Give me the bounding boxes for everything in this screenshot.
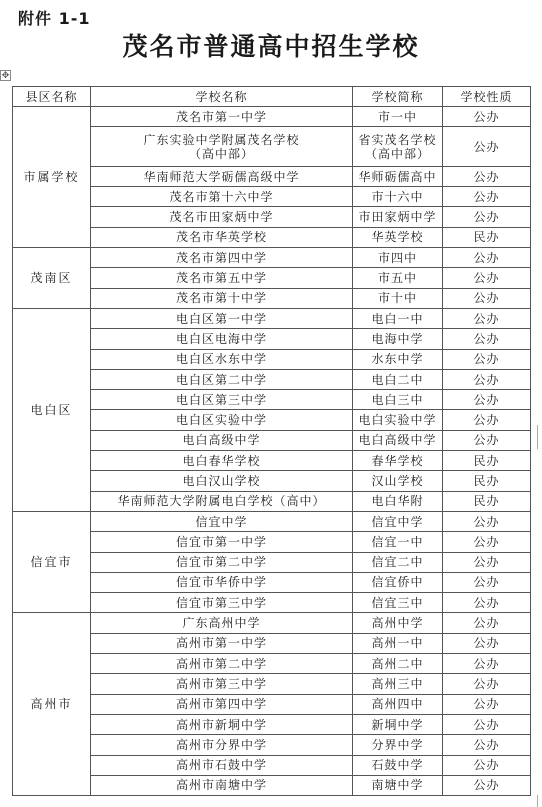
table-row — [13, 166, 531, 186]
table-body — [13, 107, 531, 796]
school-type-cell: 公办 — [443, 633, 531, 653]
table-row — [13, 451, 531, 471]
school-name-cell: 茂名市第十六中学 — [91, 187, 353, 207]
page-title: 茂名市普通高中招生学校 — [122, 32, 420, 61]
school-type-cell: 公办 — [443, 532, 531, 552]
table-row — [13, 390, 531, 410]
table-row — [13, 471, 531, 491]
school-name-cell: 电白春华学校 — [91, 451, 353, 471]
school-name-cell: 茂名市第十中学 — [91, 288, 353, 308]
school-name-cell: 高州市石鼓中学 — [91, 755, 353, 775]
school-type-cell: 公办 — [443, 735, 531, 755]
school-type-cell: 公办 — [443, 329, 531, 349]
short-name-cell: 高州中学 — [353, 613, 443, 633]
school-type-cell: 民办 — [443, 227, 531, 247]
district-cell: 电白区 — [13, 308, 91, 511]
short-name-cell: 信宜一中 — [353, 532, 443, 552]
page-edge-marker — [537, 425, 542, 449]
header-school-name: 学校名称 — [91, 87, 353, 107]
school-type-cell: 公办 — [443, 694, 531, 714]
school-type-cell: 公办 — [443, 107, 531, 127]
schools-table — [12, 86, 531, 796]
table-row — [13, 268, 531, 288]
short-name-cell: 市十中 — [353, 288, 443, 308]
school-name-cell: 电白汉山学校 — [91, 471, 353, 491]
table-row — [13, 349, 531, 369]
table-row — [13, 308, 531, 328]
short-name-cell: 电白一中 — [353, 308, 443, 328]
school-name-cell: 高州市第四中学 — [91, 694, 353, 714]
short-name-cell: 高州一中 — [353, 633, 443, 653]
short-name-cell: 电海中学 — [353, 329, 443, 349]
school-name-cell: 茂名市华英学校 — [91, 227, 353, 247]
table-row — [13, 694, 531, 714]
short-name-cell: 信宜侨中 — [353, 572, 443, 592]
table-move-handle-icon[interactable]: ✥ — [1, 71, 10, 81]
short-name-cell: 电白三中 — [353, 390, 443, 410]
short-name-cell: 市田家炳中学 — [353, 207, 443, 227]
short-name-cell: 春华学校 — [353, 451, 443, 471]
short-name-cell: 市十六中 — [353, 187, 443, 207]
school-name-cell: 信宜市第一中学 — [91, 532, 353, 552]
header-school-type: 学校性质 — [443, 87, 531, 107]
header-district: 县区名称 — [13, 87, 91, 107]
school-type-cell: 民办 — [443, 471, 531, 491]
school-name-cell: 信宜市第二中学 — [91, 552, 353, 572]
school-type-cell: 公办 — [443, 552, 531, 572]
school-name-cell: 电白高级中学 — [91, 430, 353, 450]
school-name-cell: 华南师范大学砺儒高级中学 — [91, 166, 353, 186]
header-short-name: 学校简称 — [353, 87, 443, 107]
school-name-cell: 广东高州中学 — [91, 613, 353, 633]
table-row — [13, 593, 531, 613]
table-row — [13, 369, 531, 389]
table-row — [13, 187, 531, 207]
school-type-cell: 民办 — [443, 491, 531, 511]
attachment-label: 附件 1-1 — [18, 9, 91, 28]
school-type-cell: 民办 — [443, 451, 531, 471]
school-name-cell: 茂名市第一中学 — [91, 107, 353, 127]
school-name-cell: 茂名市田家炳中学 — [91, 207, 353, 227]
short-name-cell: 水东中学 — [353, 349, 443, 369]
table-row — [13, 532, 531, 552]
school-name-cell: 电白区第二中学 — [91, 369, 353, 389]
school-type-cell: 公办 — [443, 268, 531, 288]
table-row — [13, 410, 531, 430]
short-name-cell: 信宜中学 — [353, 511, 443, 531]
school-type-cell: 公办 — [443, 410, 531, 430]
school-name-cell: 高州市新垌中学 — [91, 714, 353, 734]
short-name-cell: 华英学校 — [353, 227, 443, 247]
school-type-cell: 公办 — [443, 349, 531, 369]
table-row — [13, 207, 531, 227]
school-name-cell: 高州市第一中学 — [91, 633, 353, 653]
school-type-cell: 公办 — [443, 593, 531, 613]
school-name-cell: 广东实验中学附属茂名学校 （高中部） — [91, 127, 353, 167]
school-type-cell: 公办 — [443, 248, 531, 268]
school-type-cell: 公办 — [443, 613, 531, 633]
school-type-cell: 公办 — [443, 308, 531, 328]
short-name-cell: 电白华附 — [353, 491, 443, 511]
table-row — [13, 430, 531, 450]
table-row — [13, 248, 531, 268]
school-name-cell: 信宜中学 — [91, 511, 353, 531]
short-name-cell: 高州四中 — [353, 694, 443, 714]
table-row — [13, 127, 531, 167]
district-cell: 茂南区 — [13, 248, 91, 309]
table-row — [13, 613, 531, 633]
school-type-cell: 公办 — [443, 166, 531, 186]
table-row — [13, 288, 531, 308]
table-row — [13, 552, 531, 572]
district-cell: 市属学校 — [13, 107, 91, 248]
school-type-cell: 公办 — [443, 775, 531, 795]
table-row — [13, 775, 531, 795]
school-name-cell: 信宜市第三中学 — [91, 593, 353, 613]
school-name-cell: 电白区第三中学 — [91, 390, 353, 410]
short-name-cell: 省实茂名学校 （高中部） — [353, 127, 443, 167]
short-name-cell: 高州三中 — [353, 674, 443, 694]
short-name-cell: 南塘中学 — [353, 775, 443, 795]
short-name-cell: 电白二中 — [353, 369, 443, 389]
school-type-cell: 公办 — [443, 674, 531, 694]
short-name-cell: 市一中 — [353, 107, 443, 127]
school-type-cell: 公办 — [443, 654, 531, 674]
short-name-cell: 信宜二中 — [353, 552, 443, 572]
school-name-cell: 高州市第二中学 — [91, 654, 353, 674]
table-row — [13, 227, 531, 247]
short-name-cell: 分界中学 — [353, 735, 443, 755]
table-row — [13, 491, 531, 511]
short-name-cell: 信宜三中 — [353, 593, 443, 613]
school-name-cell: 电白区水东中学 — [91, 349, 353, 369]
table-row — [13, 714, 531, 734]
district-cell: 信宜市 — [13, 511, 91, 612]
short-name-cell: 市五中 — [353, 268, 443, 288]
school-name-cell: 电白区第一中学 — [91, 308, 353, 328]
short-name-cell: 汉山学校 — [353, 471, 443, 491]
table-row — [13, 755, 531, 775]
school-name-cell: 高州市分界中学 — [91, 735, 353, 755]
school-name-cell: 茂名市第四中学 — [91, 248, 353, 268]
short-name-cell: 电白实验中学 — [353, 410, 443, 430]
school-type-cell: 公办 — [443, 390, 531, 410]
short-name-cell: 高州二中 — [353, 654, 443, 674]
school-type-cell: 公办 — [443, 369, 531, 389]
page-edge-marker — [537, 795, 542, 807]
table-row — [13, 735, 531, 755]
school-type-cell: 公办 — [443, 207, 531, 227]
district-cell: 高州市 — [13, 613, 91, 796]
table-row — [13, 107, 531, 127]
school-type-cell: 公办 — [443, 755, 531, 775]
table-row — [13, 654, 531, 674]
table-row — [13, 329, 531, 349]
short-name-cell: 华师砺儒高中 — [353, 166, 443, 186]
short-name-cell: 新垌中学 — [353, 714, 443, 734]
school-name-cell: 茂名市第五中学 — [91, 268, 353, 288]
table-row — [13, 674, 531, 694]
school-name-cell: 高州市第三中学 — [91, 674, 353, 694]
school-name-cell: 信宜市华侨中学 — [91, 572, 353, 592]
school-name-cell: 华南师范大学附属电白学校（高中） — [91, 491, 353, 511]
short-name-cell: 电白高级中学 — [353, 430, 443, 450]
school-name-cell: 电白区电海中学 — [91, 329, 353, 349]
school-type-cell: 公办 — [443, 572, 531, 592]
school-type-cell: 公办 — [443, 187, 531, 207]
short-name-cell: 石鼓中学 — [353, 755, 443, 775]
school-type-cell: 公办 — [443, 430, 531, 450]
table-row — [13, 572, 531, 592]
table-header-row — [13, 87, 531, 107]
school-type-cell: 公办 — [443, 127, 531, 167]
short-name-cell: 市四中 — [353, 248, 443, 268]
school-type-cell: 公办 — [443, 288, 531, 308]
table-row — [13, 633, 531, 653]
school-name-cell: 高州市南塘中学 — [91, 775, 353, 795]
school-name-cell: 电白区实验中学 — [91, 410, 353, 430]
table-row — [13, 511, 531, 531]
school-type-cell: 公办 — [443, 714, 531, 734]
school-type-cell: 公办 — [443, 511, 531, 531]
